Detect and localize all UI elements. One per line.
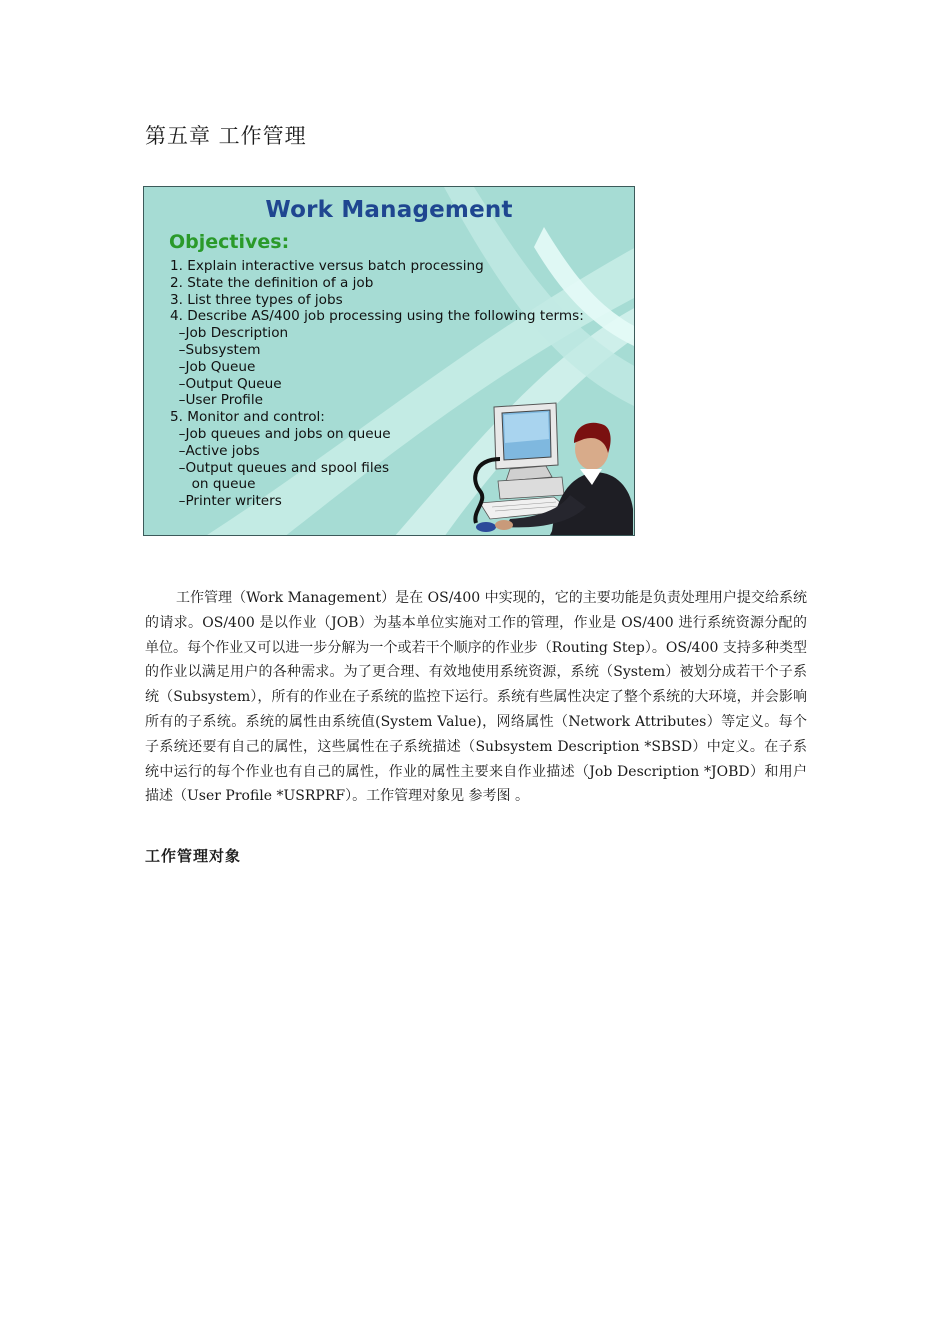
slide-list-item: –Subsystem	[170, 341, 261, 358]
slide-list-item: 2. State the definition of a job	[170, 274, 374, 291]
slide-list-item: –Output Queue	[170, 375, 282, 392]
slide-list-item: 4. Describe AS/400 job processing using the following terms:	[170, 308, 584, 325]
chapter-title: 第五章 工作管理	[145, 124, 307, 148]
slide-image	[143, 186, 635, 536]
slide-list-item: 5. Monitor and control:	[170, 409, 325, 426]
slide-list-item: –Job Queue	[170, 358, 256, 375]
slide-list-item: –Output queues and spool files	[170, 459, 390, 476]
slide-list-item: –Active jobs	[170, 442, 260, 459]
slide-list-item: 1. Explain interactive versus batch processing	[170, 258, 484, 274]
section-heading: 工作管理对象	[145, 847, 242, 865]
body-paragraph: 工作管理（Work Management）是在 OS/400 中实现的，它的主要功能是负责处理用户提交给系统的请求。OS/400 是以作业（JOB）为基本单位实施对工作的管理，作业是 OS/400 进行系统资源分配的单位。每个作业又可以进一步分解为一个或若干个顺序的作业步（Routing Step）。OS/400 支持多种类型的作业以满足用户的各种需求。为了更合理、有效地使用系统资源，系统（System）被划分成若干个子系统（Subsystem），所有的作业在子系统的监控下运行。系统有些属性决定了整个系统的大环境，并会影响所有的子系统。系统的属性由系统值(System Value)，网络属性（Network Attributes）等定义。每个子系统还要有自己的属性，这些属性在子系统描述（Subsystem Description *SBSD）中定义。在子系统中运行的每个作业也有自己的属性，作业的属性主要来自作业描述（Job Description *JOBD）和用户描述（User Profile *USRPRF）。工作管理对象见 参考图 。	[145, 590, 807, 805]
slide-title: Work Management	[265, 197, 513, 223]
slide-list-item: 3. List three types of jobs	[170, 291, 343, 308]
slide-subtitle: Objectives:	[169, 231, 290, 253]
slide-list-item: –User Profile	[170, 392, 264, 409]
person-at-computer-icon	[470, 399, 634, 535]
slide-list-item: on queue	[170, 476, 256, 493]
slide-list-item: –Job queues and jobs on queue	[170, 425, 391, 442]
slide-list-item: –Printer writers	[170, 493, 282, 510]
slide-list-item: –Job Description	[170, 325, 289, 342]
